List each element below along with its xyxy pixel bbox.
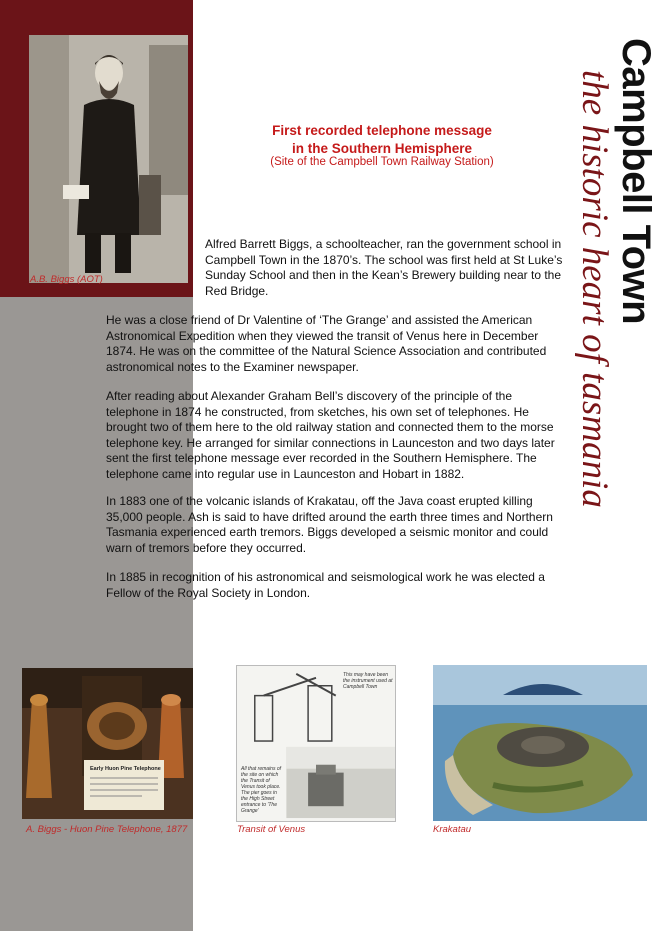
page-subtitle: (Site of the Campbell Town Railway Station) [270, 156, 494, 168]
krakatau-caption: Krakatau [433, 824, 472, 835]
transit-note-top: This may have been the instrument used at Campbell Town [343, 672, 393, 690]
telephone-photo [22, 668, 193, 819]
portrait-photo [29, 35, 188, 283]
krakatau-photo [433, 665, 647, 821]
telephone-label-title: Early Huon Pine Telephone [90, 766, 161, 772]
transit-of-venus-photo [236, 665, 396, 822]
telephone-caption: A. Biggs - Huon Pine Telephone, 1877 [26, 824, 188, 835]
transit-note-bottom: All that remains of the site on which the Transit of Venus took place. The pier goes in the High Street entrance to 'The Grange' [241, 766, 282, 814]
portrait-caption: A.B. Biggs (AOT) [30, 274, 103, 285]
transit-caption: Transit of Venus [237, 824, 306, 835]
side-tagline: the historic heart of tasmania [574, 70, 615, 508]
side-title: Campbell Town [614, 38, 658, 325]
paragraph-intro: Alfred Barrett Biggs, a schoolteacher, ran the government school in Campbell Town in the 1870’s. The school was first held at St Luke’s Sunday School and then in the Kean’s Brewery building near to the Red Bridge. [205, 237, 563, 298]
page-title [222, 122, 542, 158]
title-line-1: First recorded telephone message [272, 123, 492, 138]
title-line-2: in the Southern Hemisphere [291, 141, 473, 156]
paragraph-telephone: After reading about Alexander Graham Bell’s discovery of the principle of the telephone in 1874 he constructed, from sketches, his own set of telephones. He brought two of them here to the old railway station and connected them to the morse telephone key. He arranged for similar connections in Launceston and two days later sent the first telephone message ever recorded in the Southern Hemisphere. The telephone came into regular use in Launceston and Hobart in 1882. [106, 389, 555, 481]
paragraph-krakatau: In 1883 one of the volcanic islands of Krakatau, off the Java coast erupted killing 35,000 people. Ash is said to have drifted around the earth three times and Northern Tasmania experienced earth tremors. Biggs developed a seismic monitor and could warn of tremors before they occurred. [106, 494, 553, 555]
paragraph-valentine: He was a close friend of Dr Valentine of ‘The Grange’ and assisted the American Astronomical Expedition when they viewed the transit of Venus here in December 1874. He was on the committee of the Natural Science Association and contributed astronomical notes to the Examiner newspaper. [106, 313, 547, 374]
paragraph-royal-society: In 1885 in recognition of his astronomical and seismological work he was elected a Fellow of the Royal Society in London. [106, 570, 545, 600]
